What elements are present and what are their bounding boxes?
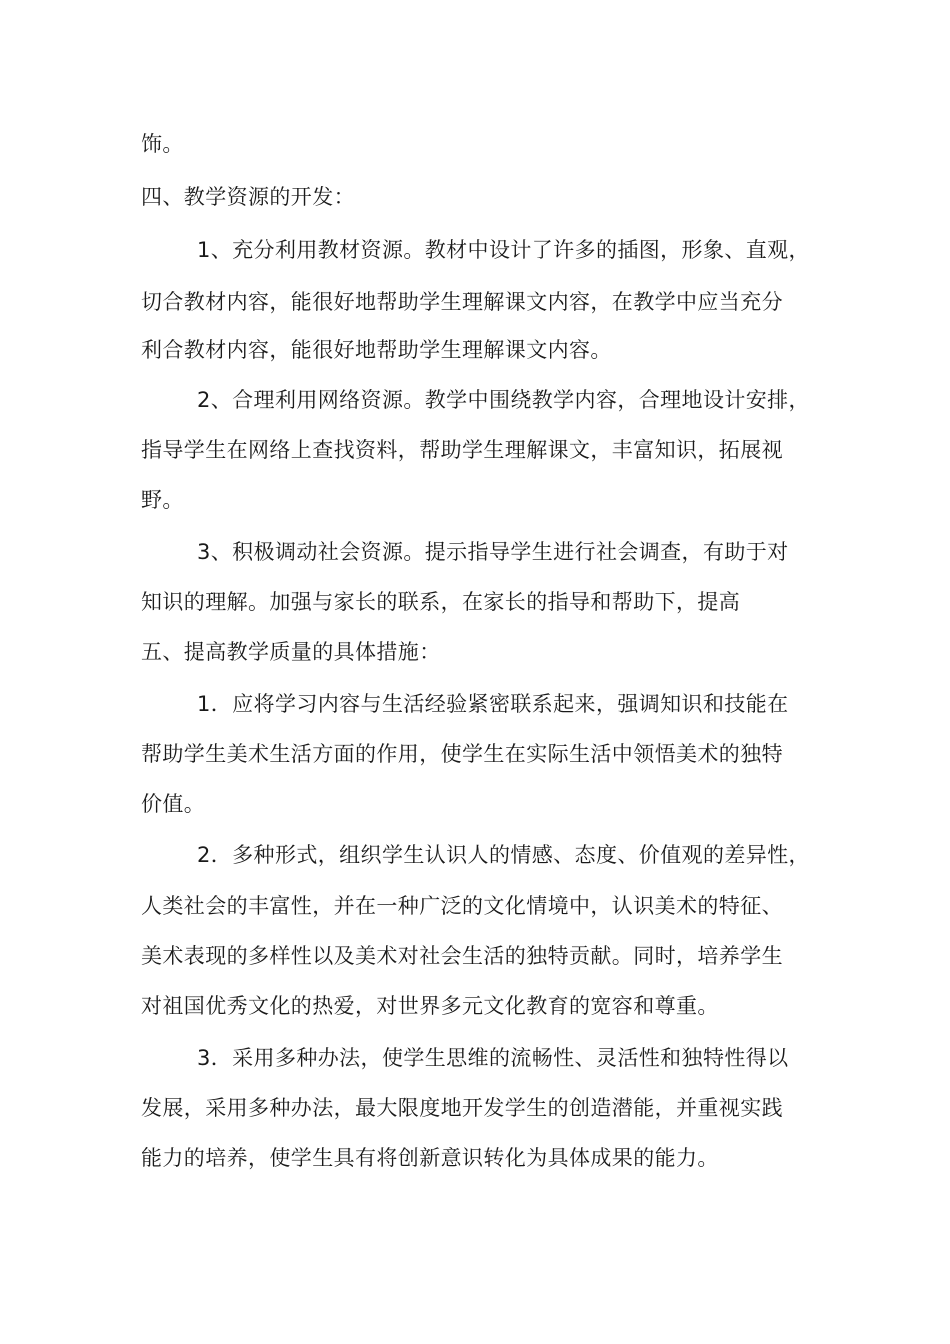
paragraph-line: 人类社会的丰富性，并在一种广泛的文化情境中，认识美术的特征、 <box>141 894 783 918</box>
paragraph-line: 帮助学生美术生活方面的作用，使学生在实际生活中领悟美术的独特 <box>141 742 783 766</box>
paragraph-line: 1、充分利用教材资源。教材中设计了许多的插图，形象、直观， <box>197 238 810 262</box>
paragraph-line: 知识的理解。加强与家长的联系，在家长的指导和帮助下，提高 <box>141 590 741 614</box>
paragraph-line: 3．采用多种办法，使学生思维的流畅性、灵活性和独特性得以 <box>197 1046 789 1070</box>
section-heading-resources: 四、教学资源的开发： <box>141 185 355 209</box>
paragraph-line: 2、合理利用网络资源。教学中围绕教学内容，合理地设计安排， <box>197 388 810 412</box>
paragraph-line: 对祖国优秀文化的热爱，对世界多元文化教育的宽容和尊重。 <box>141 994 719 1018</box>
paragraph-line: 价值。 <box>141 792 206 816</box>
paragraph-line: 3、积极调动社会资源。提示指导学生进行社会调查，有助于对 <box>197 540 789 564</box>
section-heading-measures: 五、提高教学质量的具体措施： <box>141 640 441 664</box>
paragraph-line: 利合教材内容，能很好地帮助学生理解课文内容。 <box>141 338 612 362</box>
text-line-continuation: 饰。 <box>141 132 184 156</box>
paragraph-line: 切合教材内容，能很好地帮助学生理解课文内容，在教学中应当充分 <box>141 290 783 314</box>
paragraph-line: 1．应将学习内容与生活经验紧密联系起来，强调知识和技能在 <box>197 692 789 716</box>
paragraph-line: 野。 <box>141 488 184 512</box>
paragraph-line: 美术表现的多样性以及美术对社会生活的独特贡献。同时，培养学生 <box>141 944 783 968</box>
paragraph-line: 指导学生在网络上查找资料，帮助学生理解课文，丰富知识，拓展视 <box>141 438 783 462</box>
paragraph-line: 2．多种形式，组织学生认识人的情感、态度、价值观的差异性， <box>197 843 810 867</box>
paragraph-line: 能力的培养，使学生具有将创新意识转化为具体成果的能力。 <box>141 1146 719 1170</box>
paragraph-line: 发展，采用多种办法，最大限度地开发学生的创造潜能，并重视实践 <box>141 1096 783 1120</box>
